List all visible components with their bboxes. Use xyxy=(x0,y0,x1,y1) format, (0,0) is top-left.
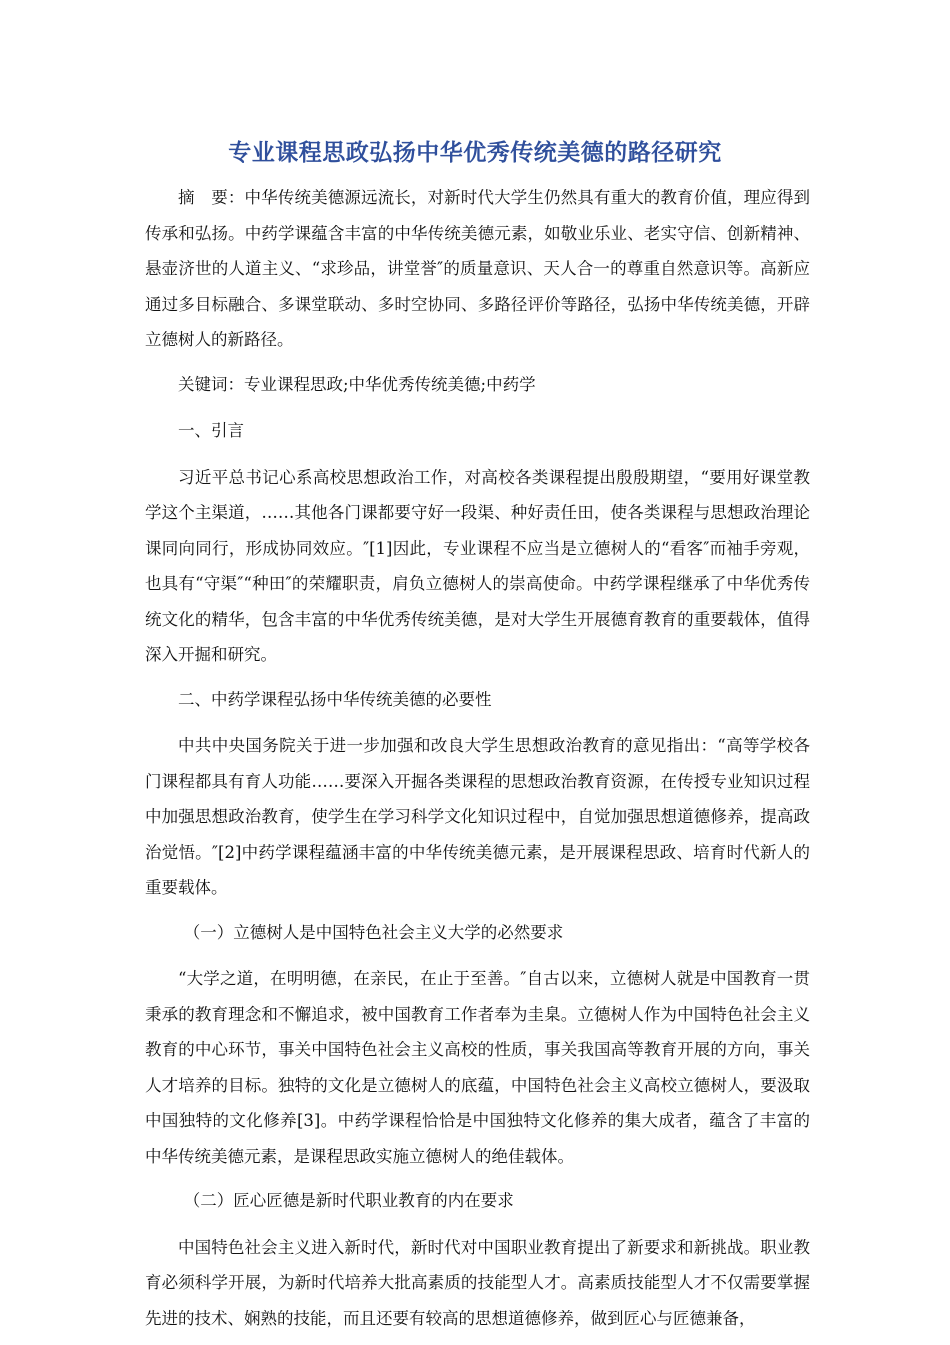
abstract-paragraph: 摘 要：中华传统美德源远流长，对新时代大学生仍然具有重大的教育价值，理应得到传承和弘扬。中药学课蕴含丰富的中华传统美德元素，如敬业乐业、老实守信、创新精神、悬壶济世的人道主义、“求珍品，讲堂誉″的质量意识、天人合一的尊重自然意识等。高新应通过多目标融合、多课堂联动、多时空协同、多路径评价等路径，弘扬中华传统美德，开辟立德树人的新路径。 xyxy=(145,188,810,349)
article-body xyxy=(145,180,810,1345)
subsection-2-paragraph: 中国特色社会主义进入新时代，新时代对中国职业教育提出了新要求和新挑战。职业教育必须科学开展，为新时代培养大批高素质的技能型人才。高素质技能型人才不仅需要掌握先进的技术、娴熟的技能，而且还要有较高的思想道德修养，做到匠心与匠德兼备， xyxy=(145,1237,810,1328)
section-2-heading: 二、中药学课程弘扬中华传统美德的必要性 xyxy=(178,689,492,709)
keywords-line: 关键词：专业课程思政;中华优秀传统美德;中药学 xyxy=(178,374,536,394)
subsection-1-paragraph: “大学之道，在明明德，在亲民，在止于至善。″自古以来，立德树人就是中国教育一贯秉承的教育理念和不懈追求，被中国教育工作者奉为圭臬。立德树人作为中国特色社会主义教育的中心环节，事关中国特色社会主义高校的性质，事关我国高等教育开展的方向，事关人才培养的目标。独特的文化是立德树人的底蕴，中国特色社会主义高校立德树人，要汲取中国独特的文化修养[3]。中药学课程恰恰是中国独特文化修养的集大成者，蕴含了丰富的中华传统美德元素，是课程思政实施立德树人的绝佳载体。 xyxy=(145,969,810,1166)
subsection-1-heading: （一）立德树人是中国特色社会主义大学的必然要求 xyxy=(183,922,564,942)
subsection-2-heading: （二）匠心匠德是新时代职业教育的内在要求 xyxy=(183,1191,514,1210)
section-1-paragraph: 习近平总书记心系高校思想政治工作，对高校各类课程提出殷殷期望，“要用好课堂教学这个主渠道，……其他各门课都要守好一段渠、种好责任田，使各类课程与思想政治理论课同向同行，形成协同效应。″[1]因此，专业课程不应当是立德树人的“看客″而袖手旁观，也具有“守渠″“种田″的荣耀职责，肩负立德树人的崇高使命。中药学课程继承了中华优秀传统文化的精华，包含丰富的中华优秀传统美德，是对大学生开展德育教育的重要载体，值得深入开掘和研究。 xyxy=(145,467,810,664)
section-1-heading: 一、引言 xyxy=(178,421,244,440)
article-title: 专业课程思政弘扬中华优秀传统美德的路径研究 xyxy=(228,140,722,166)
section-2-paragraph: 中共中央国务院关于进一步加强和改良大学生思想政治教育的意见指出：“高等学校各门课程都具有育人功能……要深入开掘各类课程的思想政治教育资源，在传授专业知识过程中加强思想政治教育，使学生在学习科学文化知识过程中，自觉加强思想道德修养，提高政治觉悟。″[2]中药学课程蕴涵丰富的中华传统美德元素，是开展课程思政、培育时代新人的重要载体。 xyxy=(145,736,810,897)
